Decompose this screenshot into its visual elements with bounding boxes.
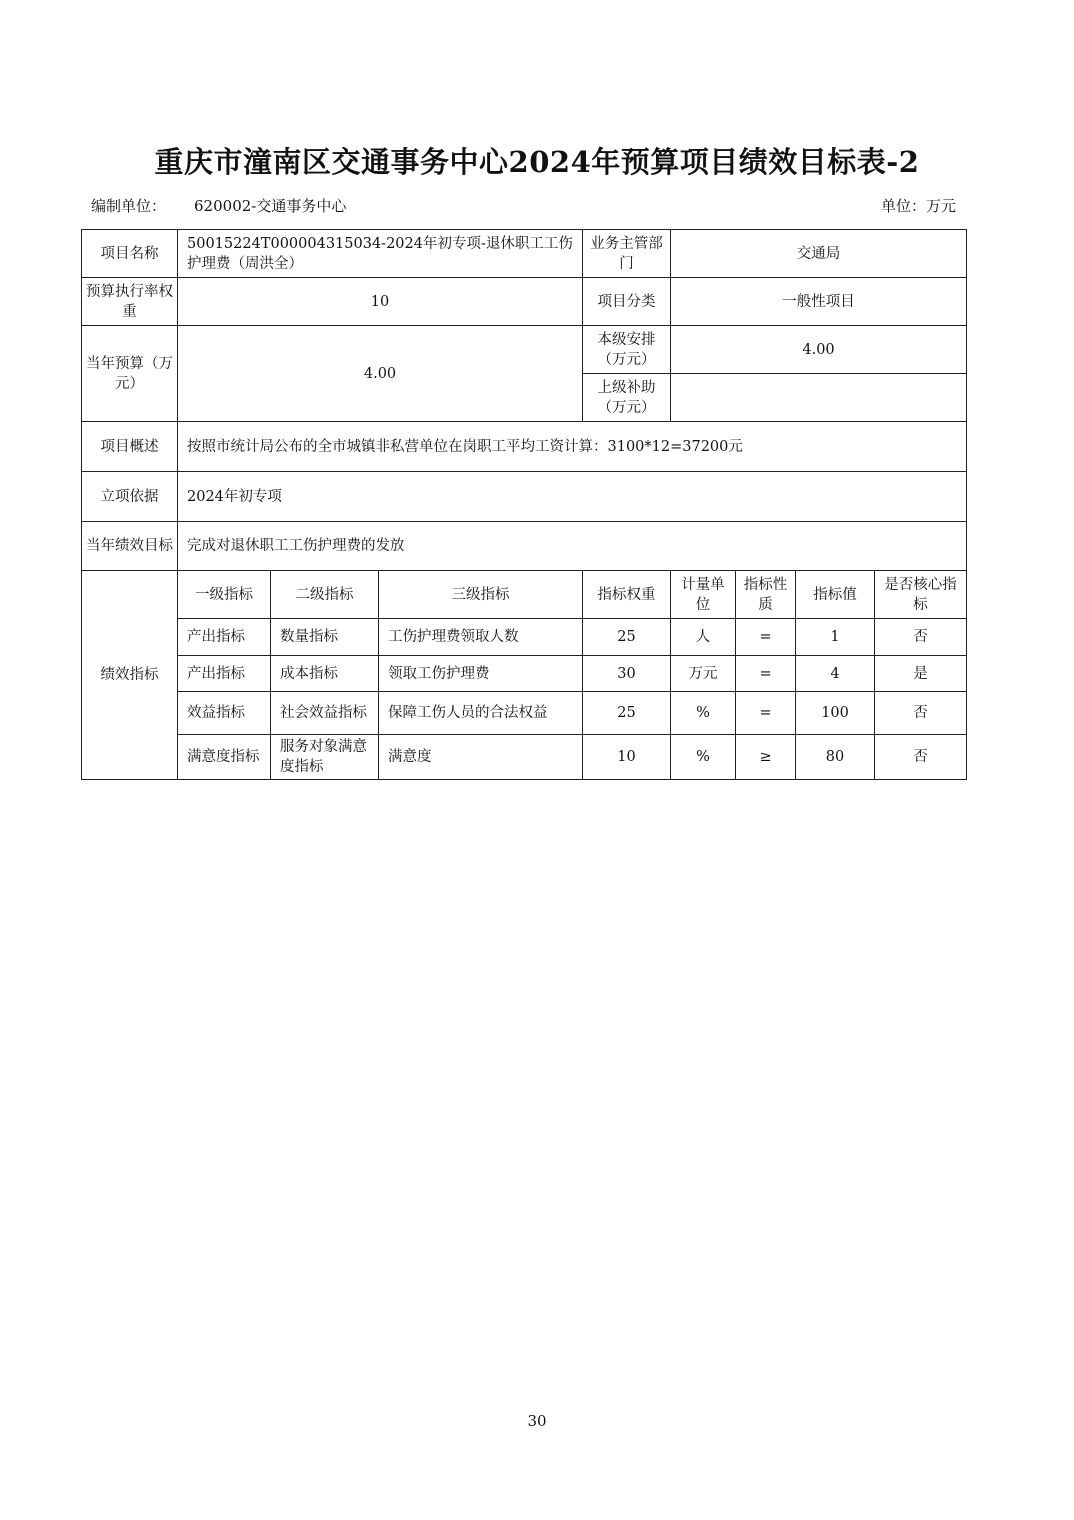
indicator-cell: % xyxy=(671,735,736,780)
goal-value: 完成对退休职工工伤护理费的发放 xyxy=(178,522,967,571)
page-number: 30 xyxy=(527,1412,547,1430)
indicator-cell: 产出指标 xyxy=(178,619,271,656)
exec-weight-value: 10 xyxy=(178,278,583,326)
indicator-cell: = xyxy=(736,619,796,656)
exec-weight-label: 预算执行率权重 xyxy=(82,278,178,326)
indicator-cell: 30 xyxy=(583,656,671,692)
indicator-header: 指标权重 xyxy=(583,571,671,619)
indicator-row xyxy=(82,619,967,656)
performance-table xyxy=(81,229,967,780)
indicator-cell: 否 xyxy=(875,692,967,735)
indicator-row xyxy=(82,735,967,780)
category-label: 项目分类 xyxy=(583,278,671,326)
page-title: 重庆市潼南区交通事务中心2024年预算项目绩效目标表-2 xyxy=(154,145,920,179)
overview-value: 按照市统计局公布的全市城镇非私营单位在岗职工平均工资计算：3100*12=37200元 xyxy=(178,422,967,472)
indicator-cell: 25 xyxy=(583,692,671,735)
indicator-cell: 服务对象满意度指标 xyxy=(271,735,379,780)
indicator-row xyxy=(82,656,967,692)
budget-value: 4.00 xyxy=(178,326,583,422)
indicator-header: 二级指标 xyxy=(271,571,379,619)
indicator-cell: 数量指标 xyxy=(271,619,379,656)
indicator-header: 三级指标 xyxy=(379,571,583,619)
indicator-cell: 1 xyxy=(796,619,875,656)
compiling-unit-value: 620002-交通事务中心 xyxy=(194,197,347,215)
indicator-cell: 保障工伤人员的合法权益 xyxy=(379,692,583,735)
basis-value: 2024年初专项 xyxy=(178,472,967,522)
indicator-cell: % xyxy=(671,692,736,735)
category-value: 一般性项目 xyxy=(671,278,967,326)
indicator-cell: 80 xyxy=(796,735,875,780)
local-label: 本级安排（万元） xyxy=(583,326,671,374)
basis-label: 立项依据 xyxy=(82,472,178,522)
indicator-cell: 万元 xyxy=(671,656,736,692)
project-name-label: 项目名称 xyxy=(82,230,178,278)
indicator-cell: 满意度指标 xyxy=(178,735,271,780)
indicator-cell: 10 xyxy=(583,735,671,780)
local-value: 4.00 xyxy=(671,326,967,374)
indicator-cell: 效益指标 xyxy=(178,692,271,735)
subsidy-value xyxy=(671,374,967,422)
dept-label: 业务主管部门 xyxy=(583,230,671,278)
indicator-cell: 否 xyxy=(875,735,967,780)
indicator-cell: 是 xyxy=(875,656,967,692)
compiling-unit xyxy=(91,195,346,216)
indicator-header: 指标性质 xyxy=(736,571,796,619)
project-name-value: 50015224T000004315034-2024年初专项-退休职工工伤护理费（周洪全） xyxy=(178,230,583,278)
money-unit: 单位：万元 xyxy=(880,197,956,215)
indicator-cell: 工伤护理费领取人数 xyxy=(379,619,583,656)
indicator-cell: 产出指标 xyxy=(178,656,271,692)
indicator-header: 计量单位 xyxy=(671,571,736,619)
indicator-cell: 否 xyxy=(875,619,967,656)
indicator-cell: 领取工伤护理费 xyxy=(379,656,583,692)
indicator-header: 一级指标 xyxy=(178,571,271,619)
indicator-row xyxy=(82,692,967,735)
indicator-cell: 100 xyxy=(796,692,875,735)
indicator-header: 是否核心指标 xyxy=(875,571,967,619)
compiling-unit-label: 编制单位： xyxy=(91,197,167,215)
indicator-cell: 社会效益指标 xyxy=(271,692,379,735)
indicators-label: 绩效指标 xyxy=(82,571,178,780)
indicator-cell: = xyxy=(736,692,796,735)
indicator-cell: 25 xyxy=(583,619,671,656)
indicator-cell: = xyxy=(736,656,796,692)
indicator-cell: 满意度 xyxy=(379,735,583,780)
overview-label: 项目概述 xyxy=(82,422,178,472)
subsidy-label: 上级补助（万元） xyxy=(583,374,671,422)
indicator-cell: 人 xyxy=(671,619,736,656)
dept-value: 交通局 xyxy=(671,230,967,278)
indicator-header: 指标值 xyxy=(796,571,875,619)
indicator-cell: 成本指标 xyxy=(271,656,379,692)
goal-label: 当年绩效目标 xyxy=(82,522,178,571)
indicator-cell: ≥ xyxy=(736,735,796,780)
budget-label: 当年预算（万元） xyxy=(82,326,178,422)
indicator-cell: 4 xyxy=(796,656,875,692)
